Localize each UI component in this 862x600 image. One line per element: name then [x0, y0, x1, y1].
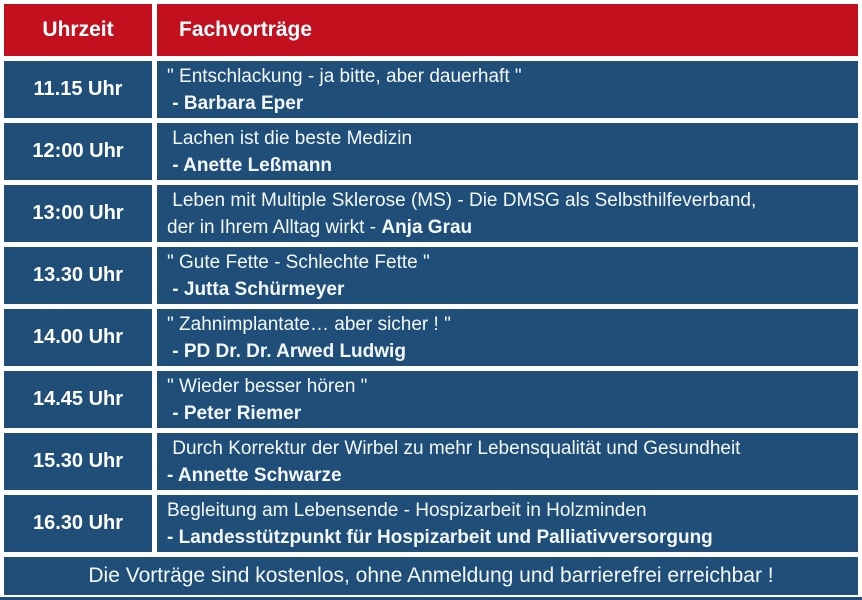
- talk-title: " Wieder besser hören ": [167, 376, 368, 397]
- talk-speaker-line: [167, 400, 850, 427]
- talk-title: Begleitung am Lebensende - Hospizarbeit in Holzminden: [167, 500, 647, 521]
- footer-note: Die Vorträge sind kostenlos, ohne Anmeldung und barrierefrei erreichbar !: [4, 557, 858, 595]
- talk-title: Leben mit Multiple Sklerose (MS) - Die DMSG als Selbsthilfeverband,: [167, 190, 757, 211]
- time-cell: 15.30 Uhr: [4, 433, 152, 490]
- talk-speaker-line: [167, 152, 850, 179]
- talk-title: Durch Korrektur der Wirbel zu mehr Lebensqualität und Gesundheit: [167, 438, 741, 459]
- talk-cell: [157, 61, 858, 118]
- talk-speaker-line: [167, 462, 850, 489]
- talk-cell: [157, 433, 858, 490]
- talk-speaker-name: Anja Grau: [381, 217, 473, 238]
- talk-title: " Gute Fette - Schlechte Fette ": [167, 252, 430, 273]
- time-cell: 14.00 Uhr: [4, 309, 152, 366]
- column-header-uhrzeit: Uhrzeit: [4, 4, 152, 56]
- talk-cell: [157, 247, 858, 304]
- talk-speaker-name: - Jutta Schürmeyer: [172, 279, 345, 300]
- talk-speaker-line: [167, 90, 850, 117]
- talk-speaker-name: - Landesstützpunkt für Hospizarbeit und Palliativversorgung: [167, 527, 713, 548]
- talk-cell: [157, 371, 858, 428]
- talk-speaker-line: [167, 214, 850, 241]
- talk-speaker-line: [167, 276, 850, 303]
- talk-cell: [157, 495, 858, 552]
- talk-speaker-name: - Peter Riemer: [172, 403, 302, 424]
- talk-title: " Entschlackung - ja bitte, aber dauerhaft ": [167, 66, 522, 87]
- time-cell: 14.45 Uhr: [4, 371, 152, 428]
- talk-speaker-name: - Annette Schwarze: [167, 465, 342, 486]
- time-cell: 16.30 Uhr: [4, 495, 152, 552]
- talk-speaker-line: [167, 524, 850, 551]
- column-header-fachvortraege: Fachvorträge: [157, 4, 858, 56]
- talk-cell: [157, 123, 858, 180]
- time-cell: 13:00 Uhr: [4, 185, 152, 242]
- talk-speaker-prefix: der in Ihrem Alltag wirkt -: [167, 217, 382, 238]
- talk-cell: [157, 309, 858, 366]
- talk-speaker-name: - Anette Leßmann: [172, 155, 333, 176]
- talk-title: Lachen ist die beste Medizin: [167, 128, 413, 149]
- time-cell: 13.30 Uhr: [4, 247, 152, 304]
- talk-speaker-name: - PD Dr. Dr. Arwed Ludwig: [172, 341, 406, 362]
- talk-speaker-name: - Barbara Eper: [172, 93, 304, 114]
- time-cell: 12:00 Uhr: [4, 123, 152, 180]
- talk-cell: [157, 185, 858, 242]
- talk-speaker-line: [167, 338, 850, 365]
- time-cell: 11.15 Uhr: [4, 61, 152, 118]
- talk-title: " Zahnimplantate… aber sicher ! ": [167, 314, 451, 335]
